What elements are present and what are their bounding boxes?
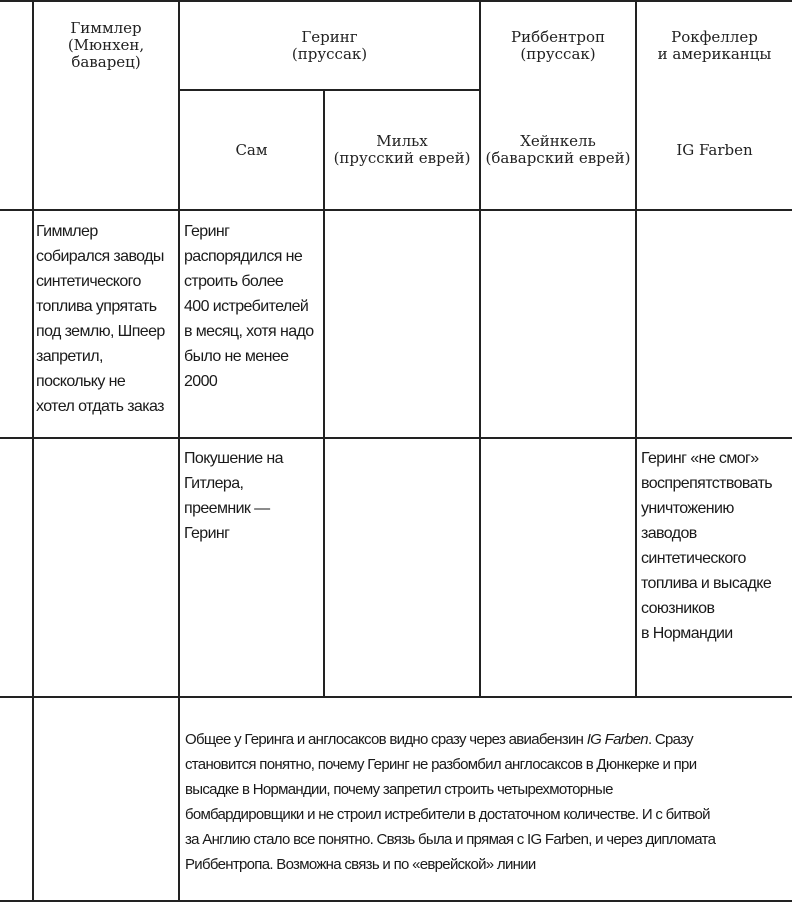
header-rockefeller: Рокфеллер и американцы: [657, 27, 772, 63]
summary-line-5: за Англию стало все понятно. Связь была и прямая с IG Farben, и через дипломата: [185, 831, 716, 848]
row1-himmler-cell: Гиммлер собирался заводы синтетического топлива упрятать под землю, Шпеер запретил, поскольку не хотел отдать заказ: [36, 223, 165, 415]
rule-header-bottom: [0, 209, 792, 211]
rule-row2-bottom: [0, 696, 792, 698]
row2-rockefeller-cell: Геринг «не смог» воспрепятствовать уничтожению заводов синтетического топлива и высадке союзников в Нормандии: [641, 450, 773, 642]
row1-goering-cell: Геринг распорядился не строить более 400 истребителей в месяц, хотя надо было не менее 2000: [184, 223, 314, 390]
rule-row1-bottom: [0, 437, 792, 439]
header-ribbentrop: Риббентроп (пруссак): [511, 27, 605, 63]
header-goering: Геринг (пруссак): [291, 27, 368, 63]
summary-line-3: высадке в Нормандии, почему запретил строить четырехмоторные: [185, 781, 613, 798]
header-himmler: Гиммлер (Мюнхен, баварец): [67, 19, 145, 71]
summary-cell: [185, 727, 789, 877]
summary-line-4: бомбардировщики и не строил истребители в достаточном количестве. И с битвой: [185, 806, 710, 823]
summary-line-6: Риббентропа. Возможна связь и по «еврейской» линии: [185, 856, 536, 873]
subheader-igfarben: IG Farben: [676, 140, 753, 159]
ig-farben-italic: IG Farben: [586, 731, 648, 748]
summary-line-1: Общее у Геринга и англосаксов видно сразу через авиабензин IG Farben. Сразу: [185, 731, 693, 748]
row2-goering-cell: Покушение на Гитлера, преемник — Геринг: [184, 450, 283, 542]
summary-line-2: становится понятно, почему Геринг не разбомбил англосаксов в Дюнкерке и при: [185, 756, 697, 773]
subheader-sam: Сам: [235, 140, 268, 159]
rule-col-left: [32, 0, 34, 902]
subheader-milch: Мильх (прусский еврей): [333, 132, 471, 167]
subheader-heinkel: Хейнкель (баварский еврей): [485, 132, 631, 167]
